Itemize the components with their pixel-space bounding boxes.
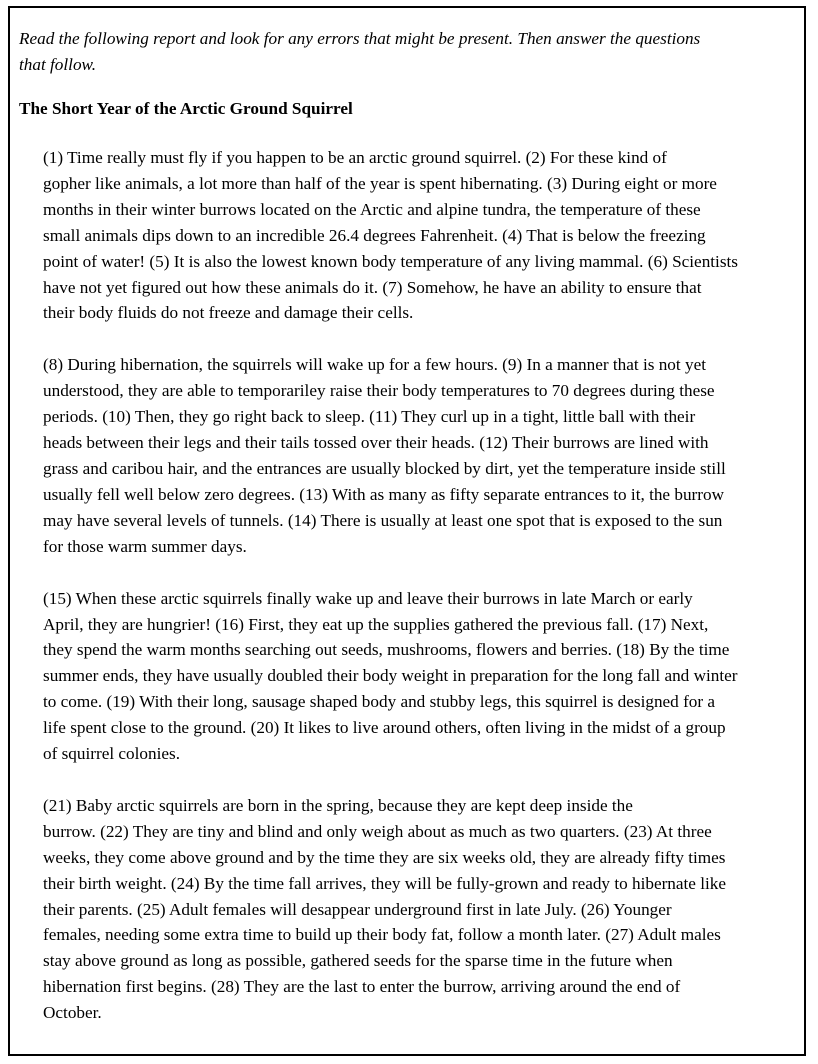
- report-title: The Short Year of the Arctic Ground Squirrel: [19, 99, 353, 118]
- paragraph-line: (8) During hibernation, the squirrels will wake up for a few hours. (9) In a manner that is not yet: [43, 355, 706, 375]
- paragraph-line: gopher like animals, a lot more than half of the year is spent hibernating. (3) During eight or more: [43, 173, 717, 193]
- paragraph-line: burrow. (22) They are tiny and blind and only weigh about as much as two quarters. (23) At three: [43, 821, 712, 841]
- paragraph-line: October.: [43, 1003, 102, 1023]
- instructions-text: Read the following report and look for any errors that might be present. Then answer the questions that follow.: [19, 29, 701, 74]
- paragraph-line: small animals dips down to an incredible 26.4 degrees Fahrenheit. (4) That is below the freezing: [43, 225, 706, 245]
- paragraph-3: [19, 586, 795, 767]
- paragraph-line: hibernation first begins. (28) They are the last to enter the burrow, arriving around the end of: [43, 977, 681, 997]
- paragraph-line: summer ends, they have usually doubled their body weight in preparation for the long fall and winter: [43, 666, 738, 686]
- paragraph-line: (21) Baby arctic squirrels are born in the spring, because they are kept deep inside the: [43, 795, 633, 815]
- paragraph-line: understood, they are able to temporariley raise their body temperatures to 70 degrees during these: [43, 381, 715, 401]
- paragraph-line: their birth weight. (24) By the time fall arrives, they will be fully-grown and ready to hibernate like: [43, 873, 727, 893]
- paragraph-line: of squirrel colonies.: [43, 744, 180, 764]
- paragraph-line: usually fell well below zero degrees. (13) With as many as fifty separate entrances to it, the burrow: [43, 484, 725, 504]
- paragraph-line: heads between their legs and their tails tossed over their heads. (12) Their burrows are lined with: [43, 433, 709, 453]
- paragraph-line: to come. (19) With their long, sausage shaped body and stubby legs, this squirrel is designed for a: [43, 692, 716, 712]
- paragraph-line: females, needing some extra time to build up their body fat, follow a month later. (27) Adult males: [43, 925, 721, 945]
- paragraph-line: periods. (10) Then, they go right back to sleep. (11) They curl up in a tight, little ball with their: [43, 407, 696, 427]
- paragraph-line: their parents. (25) Adult females will desappear underground first in late July. (26) Younger: [43, 899, 672, 919]
- paragraph-line: have not yet figured out how these animals do it. (7) Somehow, he have an ability to ensure that: [43, 277, 702, 297]
- paragraph-line: (1) Time really must fly if you happen to be an arctic ground squirrel. (2) For these kind of: [43, 148, 667, 167]
- paragraph-line: their body fluids do not freeze and damage their cells.: [43, 303, 414, 323]
- paragraph-line: grass and caribou hair, and the entrances are usually blocked by dirt, yet the temperature inside still: [43, 458, 726, 478]
- paragraph-line: April, they are hungrier! (16) First, they eat up the supplies gathered the previous fall. (17) Next,: [43, 614, 709, 634]
- paragraph-line: may have several levels of tunnels. (14) There is usually at least one spot that is exposed to the sun: [43, 510, 723, 530]
- paragraph-2: [19, 352, 795, 559]
- paragraph-line: life spent close to the ground. (20) It likes to live around others, often living in the midst of a group: [43, 718, 726, 738]
- paragraph-4: [19, 793, 795, 1026]
- paragraph-line: months in their winter burrows located on the Arctic and alpine tundra, the temperature of these: [43, 199, 701, 219]
- report-frame: [8, 6, 806, 1056]
- paragraph-line: for those warm summer days.: [43, 536, 247, 556]
- paragraph-1: [19, 145, 795, 326]
- paragraph-line: weeks, they come above ground and by the time they are six weeks old, they are already fifty times: [43, 847, 726, 867]
- paragraph-line: (15) When these arctic squirrels finally wake up and leave their burrows in late March or early: [43, 588, 693, 608]
- paragraph-line: they spend the warm months searching out seeds, mushrooms, flowers and berries. (18) By the time: [43, 640, 730, 660]
- paragraph-line: stay above ground as long as possible, gathered seeds for the sparse time in the future when: [43, 951, 673, 971]
- paragraph-line: point of water! (5) It is also the lowest known body temperature of any living mammal. (6) Scientists: [43, 251, 738, 271]
